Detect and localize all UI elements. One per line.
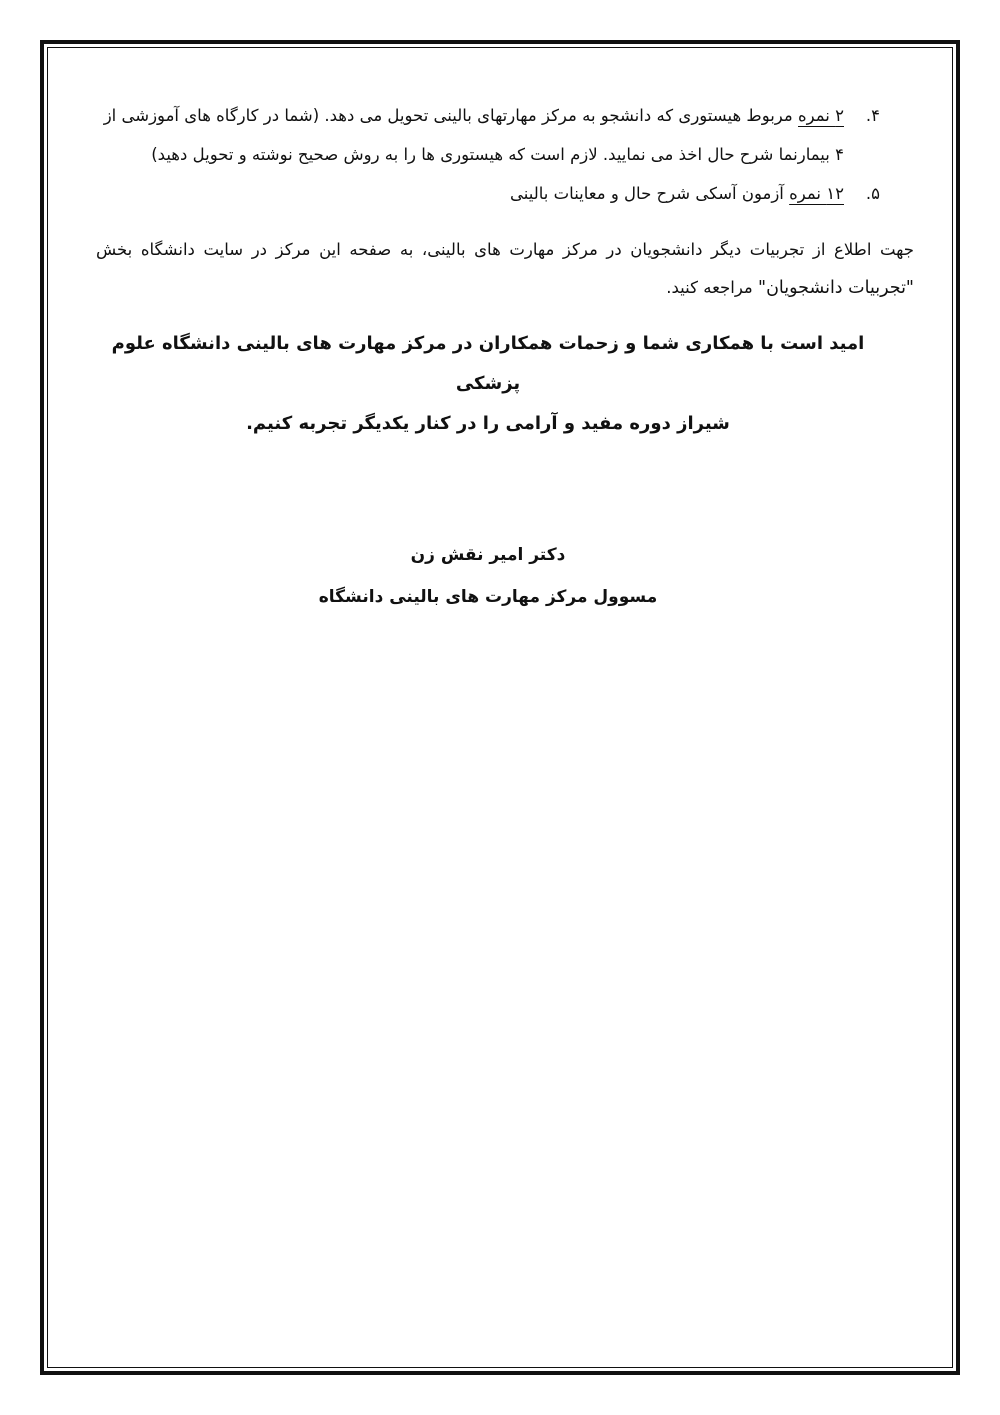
signer-title: مسوول مرکز مهارت های بالینی دانشگاه <box>318 586 658 607</box>
score-text: ۲ نمره <box>798 106 844 125</box>
list-item-text: مربوط هیستوری که دانشجو به مرکز مهارتهای بالینی تحویل می دهد. (شما در کارگاه های آموزشی از ۴ بیمارنما شرح حال اخذ می نمایید. لازم است که هیستوری ها را به روش صحیح نوشته و تحویل دهید) <box>103 106 844 164</box>
info-text-end: مراجعه کنید. <box>666 278 759 297</box>
document-body <box>96 96 914 618</box>
closing-line: شیراز دوره مفید و آرامی را در کنار یکدیگر تجربه کنیم. <box>246 412 730 434</box>
list-item <box>96 174 880 213</box>
list-item <box>96 96 880 174</box>
list-marker: ۵. <box>865 184 880 203</box>
student-experiences-link[interactable]: "تجربیات دانشجویان" <box>758 278 914 298</box>
list-item-text: آزمون آسکی شرح حال و معاینات بالینی <box>510 184 790 203</box>
signature-block <box>96 534 880 618</box>
signer-name: دکتر امیر نقش زن <box>410 544 566 565</box>
score-text: ۱۲ نمره <box>789 184 844 203</box>
info-paragraph <box>96 231 914 307</box>
list-marker: ۴. <box>865 106 880 125</box>
closing-statement <box>96 324 880 444</box>
closing-line: امید است با همکاری شما و زحمات همکاران در مرکز مهارت های بالینی دانشگاه علوم پزشکی <box>111 332 865 394</box>
info-text: جهت اطلاع از تجربیات دیگر دانشجویان در مرکز مهارت های بالینی، به صفحه این مرکز در سایت دانشگاه بخش <box>96 240 914 259</box>
